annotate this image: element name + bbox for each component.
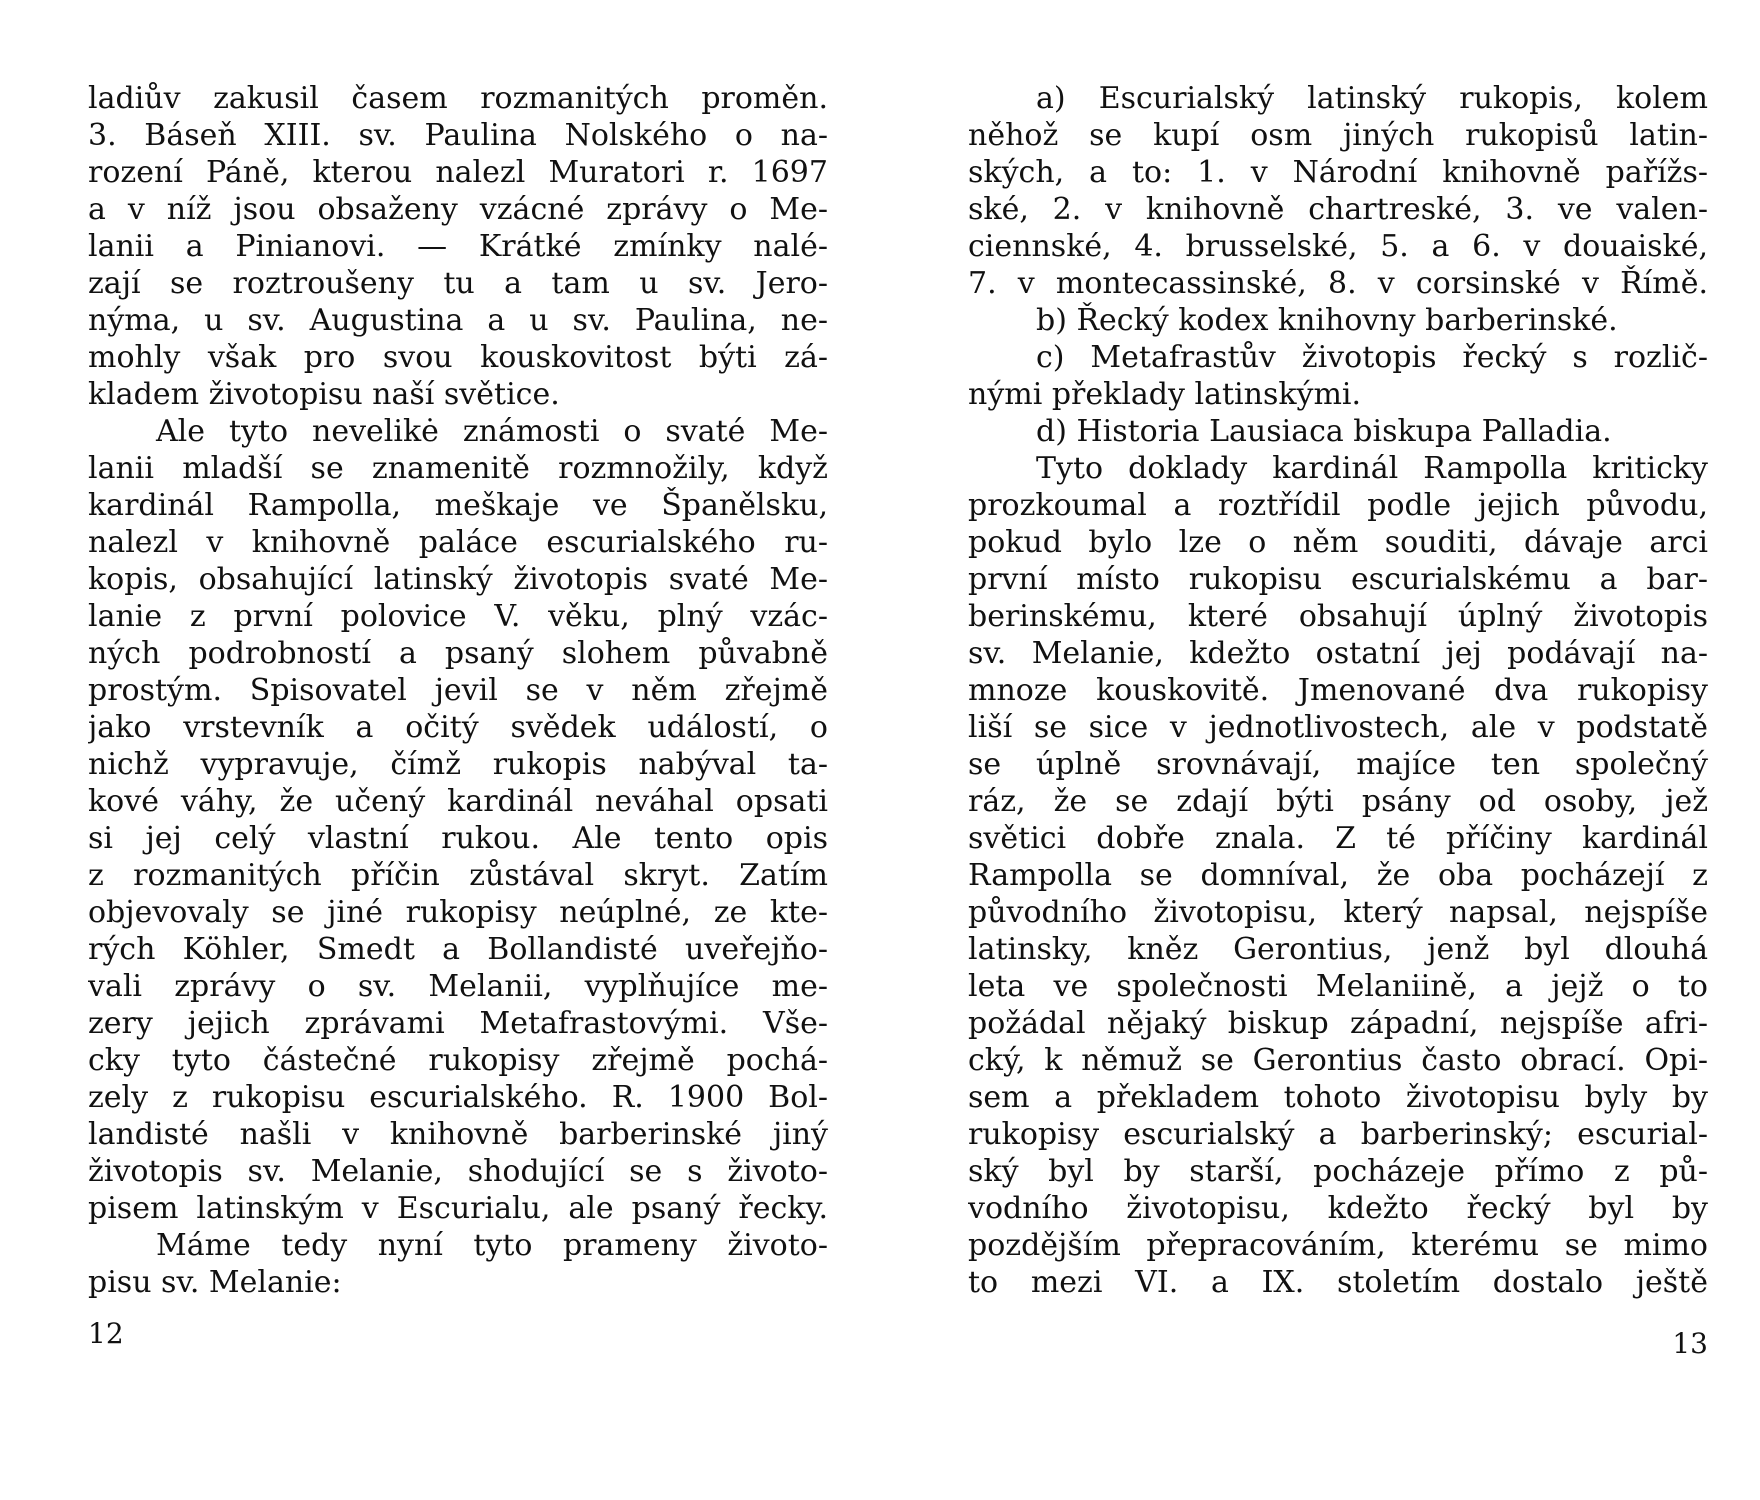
text-line: zají se roztroušeny tu a tam u sv. Jero- (88, 266, 828, 301)
page-right (968, 0, 1708, 1420)
text-line: rých Köhler, Smedt a Bollandisté uveřejňo- (88, 932, 828, 967)
text-line: pisu sv. Melanie: (88, 1265, 342, 1300)
text-line: požádal nějaký biskup západní, nejspíše afri- (968, 1006, 1708, 1041)
text-line: pozdějším přepracováním, kterému se mimo (968, 1228, 1708, 1263)
page-number-right: 13 (1672, 1327, 1708, 1360)
text-column-left (88, 80, 828, 1301)
page-left (88, 0, 828, 1420)
text-line: něhož se kupí osm jiných rukopisů latin- (968, 118, 1708, 153)
text-line: leta ve společnosti Melaniině, a jejž o to (968, 969, 1708, 1004)
text-line: lanii a Pinianovi. — Krátké zmínky nalé- (88, 229, 828, 264)
text-line: kardinál Rampolla, meškaje ve Španělsku, (88, 488, 828, 523)
text-line: lanie z první polovice V. věku, plný vzác- (88, 599, 828, 634)
text-line: původního životopisu, který napsal, nejspíše (968, 895, 1708, 930)
text-line: vodního životopisu, kdežto řecký byl by (968, 1191, 1708, 1226)
text-line: jako vrstevník a očitý svědek událostí, o (88, 710, 828, 745)
text-line: životopis sv. Melanie, shodující se s životo- (88, 1154, 828, 1189)
text-line: ných podrobností a psaný slohem půvabně (88, 636, 828, 671)
text-line: prozkoumal a roztřídil podle jejich původu, (968, 488, 1708, 523)
text-line: mohly však pro svou kouskovitost býti zá- (88, 340, 828, 375)
text-line: b) Řecký kodex knihovny barberinské. (1036, 303, 1618, 338)
text-line: se úplně srovnávají, majíce ten společný (968, 747, 1708, 782)
text-line: Ale tyto nevelikė známosti o svaté Me- (156, 414, 828, 449)
text-line: Rampolla se domníval, že oba pocházejí z (968, 858, 1708, 893)
text-line: ské, 2. v knihovně chartreské, 3. ve valen- (968, 192, 1708, 227)
text-column-right (968, 80, 1708, 1301)
text-line: berinskému, které obsahují úplný životopis (968, 599, 1708, 634)
text-line: rukopisy escurialský a barberinský; escurial- (968, 1117, 1708, 1152)
text-line: objevovaly se jiné rukopisy neúplné, ze kte- (88, 895, 828, 930)
text-line: sv. Melanie, kdežto ostatní jej podávají na- (968, 636, 1708, 671)
text-line: latinsky, kněz Gerontius, jenž byl dlouhá (968, 932, 1708, 967)
text-line: Máme tedy nyní tyto prameny životo- (156, 1228, 828, 1263)
text-line: nichž vypravuje, čímž rukopis nabýval ta- (88, 747, 828, 782)
text-line: 3. Báseň XIII. sv. Paulina Nolského o na- (88, 118, 828, 153)
text-line: pokud bylo lze o něm souditi, dávaje arci (968, 525, 1708, 560)
text-line: sem a překladem tohoto životopisu byly by (968, 1080, 1708, 1115)
text-line: světici dobře znala. Z té příčiny kardinál (968, 821, 1708, 856)
text-line: pisem latinským v Escurialu, ale psaný řecky. (88, 1191, 828, 1226)
text-line: zely z rukopisu escurialského. R. 1900 Bol- (88, 1080, 828, 1115)
text-line: ciennské, 4. brusselské, 5. a 6. v douaiské, (968, 229, 1708, 264)
text-line: rození Páně, kterou nalezl Muratori r. 1697 (88, 155, 828, 190)
text-line: d) Historia Lausiaca biskupa Palladia. (1036, 414, 1612, 449)
text-line: kladem životopisu naší světice. (88, 377, 560, 412)
text-line: z rozmanitých příčin zůstával skryt. Zatím (88, 858, 828, 893)
text-line: 7. v montecassinské, 8. v corsinské v Římě. (968, 266, 1708, 301)
text-line: ských, a to: 1. v Národní knihovně pařížs- (968, 155, 1708, 190)
text-line: vali zprávy o sv. Melanii, vyplňujíce me- (88, 969, 828, 1004)
text-line: ráz, že se zdají býti psány od osoby, jež (968, 784, 1708, 819)
text-line: cky tyto částečné rukopisy zřejmě pochá- (88, 1043, 828, 1078)
text-line: kové váhy, že učený kardinál neváhal opsati (88, 784, 828, 819)
text-line: první místo rukopisu escurialskému a bar- (968, 562, 1708, 597)
text-line: mnoze kouskovitě. Jmenované dva rukopisy (968, 673, 1708, 708)
text-line: ladiův zakusil časem rozmanitých proměn. (88, 81, 828, 116)
text-line: a) Escurialský latinský rukopis, kolem (1036, 81, 1708, 116)
text-line: landisté našli v knihovně barberinské jiný (88, 1117, 828, 1152)
text-line: a v níž jsou obsaženy vzácné zprávy o Me- (88, 192, 828, 227)
text-line: c) Metafrastův životopis řecký s rozlič- (1036, 340, 1708, 375)
text-line: cký, k němuž se Gerontius často obrací. Opi- (968, 1043, 1708, 1078)
text-line: prostým. Spisovatel jevil se v něm zřejmě (88, 673, 828, 708)
text-line: ský byl by starší, pocházeje přímo z pů- (968, 1154, 1708, 1189)
text-line: liší se sice v jednotlivostech, ale v podstatě (968, 710, 1708, 745)
text-line: to mezi VI. a IX. stoletím dostalo ještě (968, 1265, 1708, 1300)
text-line: kopis, obsahující latinský životopis svaté Me- (88, 562, 828, 597)
text-line: lanii mladší se znamenitě rozmnožily, když (88, 451, 828, 486)
text-line: nalezl v knihovně paláce escurialského ru- (88, 525, 828, 560)
text-line: si jej celý vlastní rukou. Ale tento opis (88, 821, 828, 856)
text-line: nými překlady latinskými. (968, 377, 1362, 412)
page-number-left: 12 (88, 1317, 124, 1350)
text-line: nýma, u sv. Augustina a u sv. Paulina, ne- (88, 303, 828, 338)
text-line: Tyto doklady kardinál Rampolla kriticky (1036, 451, 1708, 486)
text-line: zery jejich zprávami Metafrastovými. Vše- (88, 1006, 828, 1041)
